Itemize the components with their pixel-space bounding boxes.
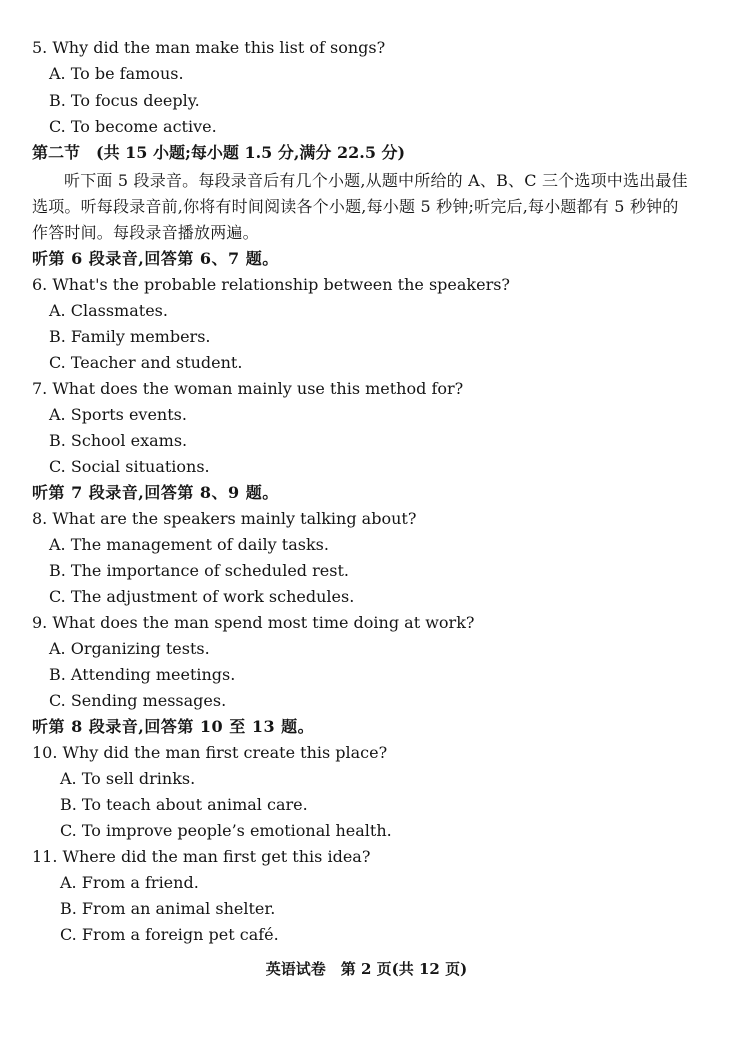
question-10-option-c: C. To improve people’s emotional health.	[60, 821, 392, 840]
question-6: 6. What's the probable relationship between the speakers?	[32, 275, 511, 294]
section-2-heading: 第二节 (共 15 小题;每小题 1.5 分,满分 22.5 分)	[32, 143, 406, 162]
question-9-option-c: C. Sending messages.	[49, 691, 227, 710]
question-11: 11. Where did the man first get this idea?	[32, 847, 371, 866]
question-8-option-c: C. The adjustment of work schedules.	[49, 587, 355, 606]
question-5-option-c: C. To become active.	[49, 117, 217, 136]
question-11-option-c: C. From a foreign pet café.	[60, 925, 279, 944]
section-2-directions: 听下面 5 段录音。每段录音后有几个小题,从题中所给的 A、B、C 三个选项中选出最佳选项。听每段录音前,你将有时间阅读各个小题,每小题 5 秒钟;听完后,每小题都有 5 秒钟的作答时间。每段录音播放两遍。	[32, 171, 688, 242]
question-7-option-b: B. School exams.	[49, 431, 188, 450]
group-2-instruction: 听第 7 段录音,回答第 8、9 题。	[32, 483, 279, 502]
question-7-option-a: A. Sports events.	[49, 405, 187, 424]
question-11-option-a: A. From a friend.	[60, 873, 199, 892]
question-10: 10. Why did the man first create this place?	[32, 743, 388, 762]
page-footer: 英语试卷 第 2 页(共 12 页)	[265, 960, 468, 978]
question-5-option-a: A. To be famous.	[49, 64, 184, 83]
question-10-option-b: B. To teach about animal care.	[60, 795, 308, 814]
question-7: 7. What does the woman mainly use this method for?	[32, 379, 464, 398]
question-9: 9. What does the man spend most time doing at work?	[32, 613, 475, 632]
question-6-option-b: B. Family members.	[49, 327, 211, 346]
question-10-option-a: A. To sell drinks.	[60, 769, 196, 788]
question-9-option-b: B. Attending meetings.	[49, 665, 236, 684]
question-5-option-b: B. To focus deeply.	[49, 91, 200, 110]
group-1-instruction: 听第 6 段录音,回答第 6、7 题。	[32, 249, 279, 268]
group-3-instruction: 听第 8 段录音,回答第 10 至 13 题。	[32, 717, 315, 736]
question-8-option-b: B. The importance of scheduled rest.	[49, 561, 349, 580]
question-6-option-c: C. Teacher and student.	[49, 353, 243, 372]
question-11-option-b: B. From an animal shelter.	[60, 899, 276, 918]
question-6-option-a: A. Classmates.	[49, 301, 168, 320]
question-8-option-a: A. The management of daily tasks.	[49, 535, 329, 554]
question-7-option-c: C. Social situations.	[49, 457, 210, 476]
question-9-option-a: A. Organizing tests.	[49, 639, 210, 658]
question-8: 8. What are the speakers mainly talking about?	[32, 509, 417, 528]
question-5: 5. Why did the man make this list of songs?	[32, 38, 386, 57]
